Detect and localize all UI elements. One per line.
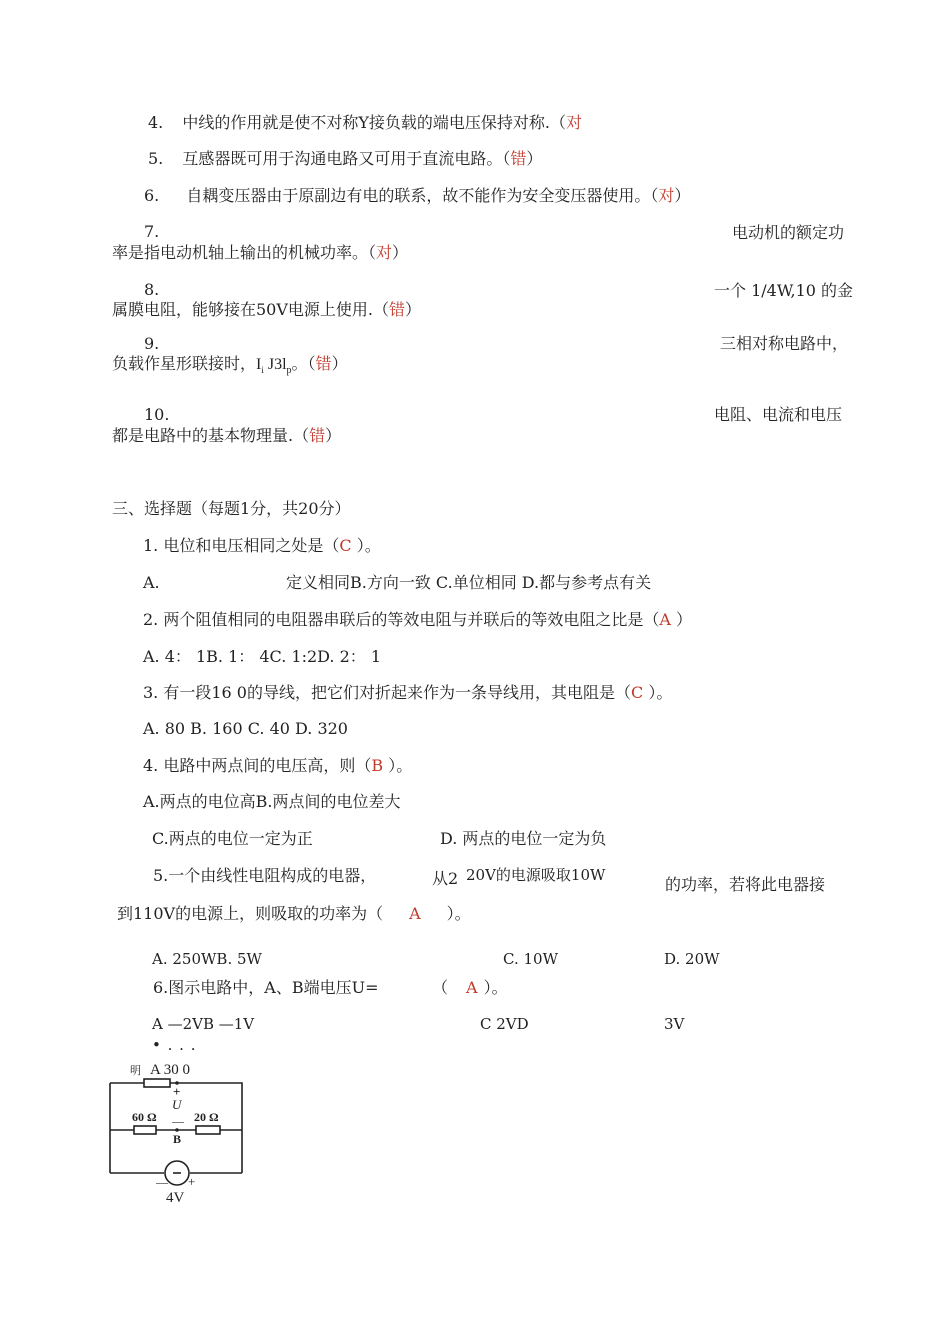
mc-q4-option-c: C.两点的电位一定为正 [152,829,313,848]
tf-close: ） [405,300,422,319]
question-text: 1. 电位和电压相同之处是（ [143,536,340,555]
tf-item-9-right: 三相对称电路中， [720,334,849,353]
question-text: 2. 两个阻值相同的电阻器串联后的等效电阻与并联后的等效电阻之比是（ [143,610,660,629]
tf-item-8-right: 一个 1/4W,10 的金 [714,281,854,300]
tf-item-7-right: 电动机的额定功 [732,223,845,242]
source-plus: + [188,1174,196,1189]
tf-item-text: 互感器既可用于沟通电路又可用于直流电路。（ [182,149,511,168]
mc-q5-option-d: D. 20W [664,950,720,968]
mc-question-6-answer [432,978,508,998]
mc-answer: A [409,904,421,923]
question-text: 3. 有一段16 0的导线，把它们对折起来作为一条导线用，其电阻是（ [143,683,631,702]
question-text-end: ）。 [351,536,381,555]
question-text: 到110V的电源上，则吸取的功率为（ [117,904,384,923]
circuit-label-small: 明 [130,1065,141,1077]
mc-q5-option-ab: A. 250WB. 5W [152,950,262,968]
mc-answer: A [659,610,671,629]
mc-q2-options: A. 4： 1B. 1： 4C. 1:2D. 2： 1 [143,647,382,666]
mc-question-2 [143,610,692,630]
tf-item-text: 中线的作用就是使不对称Y接负载的端电压保持对称.（ [182,113,567,132]
tf-close: ） [331,354,348,373]
mc-question-5-start: 5.一个由线性电阻构成的电器， [153,866,377,885]
formula-sub-p: p [286,365,292,377]
tf-answer: 错 [315,354,332,373]
mc-question-1 [143,536,381,556]
mc-q6-option-c: C 2VD [480,1015,529,1033]
mc-answer: A [466,978,478,997]
tf-answer: 对 [658,186,675,205]
mc-q6-option-ab: A —2VB —1V [152,1015,255,1033]
tf-item-10-line2 [112,426,341,446]
tf-close: ） [392,243,409,262]
mc-q1-option-a: A. [143,573,160,592]
resistor-20-label: 20 Ω [194,1110,219,1124]
mc-q4-option-d: D. 两点的电位一定为负 [440,829,607,848]
question-text-end: ）。 [643,683,673,702]
source-minus: — [156,1175,168,1189]
resistor-60 [134,1126,156,1134]
resistor-20 [196,1126,220,1134]
mc-question-6-start: 6.图示电路中，A、B端电压U= [153,978,379,997]
formula-sub-i: i [261,365,264,376]
tf-item-text: 都是电路中的基本物理量.（ [112,426,310,445]
formula-i: I [256,356,262,373]
tf-item-text: 属膜电阻，能够接在50V电源上使用.（ [112,300,390,319]
tf-answer: 错 [309,426,326,445]
tf-item-10-number: 10. [144,405,170,424]
circuit-u: U [172,1097,182,1112]
question-text-end: ）。 [383,756,413,775]
tf-item-7-line2 [112,243,408,263]
section-title: 三、选择题（每题1分，共20分） [112,499,351,518]
mc-answer: B [371,756,384,775]
tf-item-8-number: 8. [144,280,160,299]
circuit-node-b-label: B [173,1132,182,1146]
mc-question-5-mid2: 20V的电源吸取10W [466,866,606,884]
mc-answer: C [339,536,352,555]
tf-answer: 对 [376,243,393,262]
dots: • . . . [152,1036,197,1054]
formula-j3l: J3l [263,356,287,373]
question-text: 4. 电路中两点间的电压高，则（ [143,756,372,775]
tf-item-text: 。（ [291,354,316,373]
tf-item-number: 6. [144,186,160,205]
mc-question-5-right: 的功率，若将此电器接 [665,875,826,894]
mc-q6-option-d: 3V [664,1015,685,1033]
tf-close: ） [674,186,691,205]
tf-item-9-line2 [112,354,348,381]
circuit-diagram [104,1058,254,1208]
question-text-end: ）。 [483,978,508,997]
tf-item-text: 负载作星形联接时， [112,354,257,373]
circuit-label-top: A 30 0 [150,1062,191,1078]
tf-item-9-number: 9. [144,334,160,353]
paren-open: （ [432,978,449,997]
tf-item-10-right: 电阻、电流和电压 [714,405,843,424]
tf-item-5 [148,149,542,169]
tf-item-text: 率是指电动机轴上输出的机械功率。（ [112,243,377,262]
mc-question-5-mid1: 从2 [432,869,459,888]
tf-close: ） [526,149,543,168]
tf-close: ） [325,426,342,445]
resistor-60-label: 60 Ω [132,1110,157,1124]
mc-answer: C [630,683,644,702]
tf-item-number: 4. [148,113,164,132]
mc-question-3 [143,683,672,703]
tf-item-7-number: 7. [144,222,160,241]
tf-answer: 错 [510,149,527,168]
circuit-minus: — [172,1114,184,1128]
mc-q3-options: A. 80 B. 160 C. 40 D. 320 [143,719,348,738]
mc-q4-option-ab: A.两点的电位高B.两点间的电位差大 [143,792,401,811]
tf-item-number: 5. [148,149,164,168]
tf-item-text: 自耦变压器由于原副边有电的联系，故不能作为安全变压器使用。（ [186,186,659,205]
tf-item-8-line2 [112,300,421,320]
tf-answer: 错 [389,300,406,319]
tf-answer: 对 [566,113,583,132]
mc-q1-options: 定义相同B.方向一致 C.单位相同 D.都与参考点有关 [286,573,652,592]
question-text-end: ）。 [446,904,471,923]
tf-item-4 [148,113,582,133]
mc-q5-option-c: C. 10W [503,950,558,968]
mc-question-4 [143,756,412,776]
circuit-plus: + [173,1084,181,1099]
question-text-end: ） [670,610,693,629]
mc-question-5-line2 [117,904,471,924]
resistor-top [144,1079,170,1087]
tf-item-6 [144,186,690,206]
source-value: 4V [166,1190,185,1206]
